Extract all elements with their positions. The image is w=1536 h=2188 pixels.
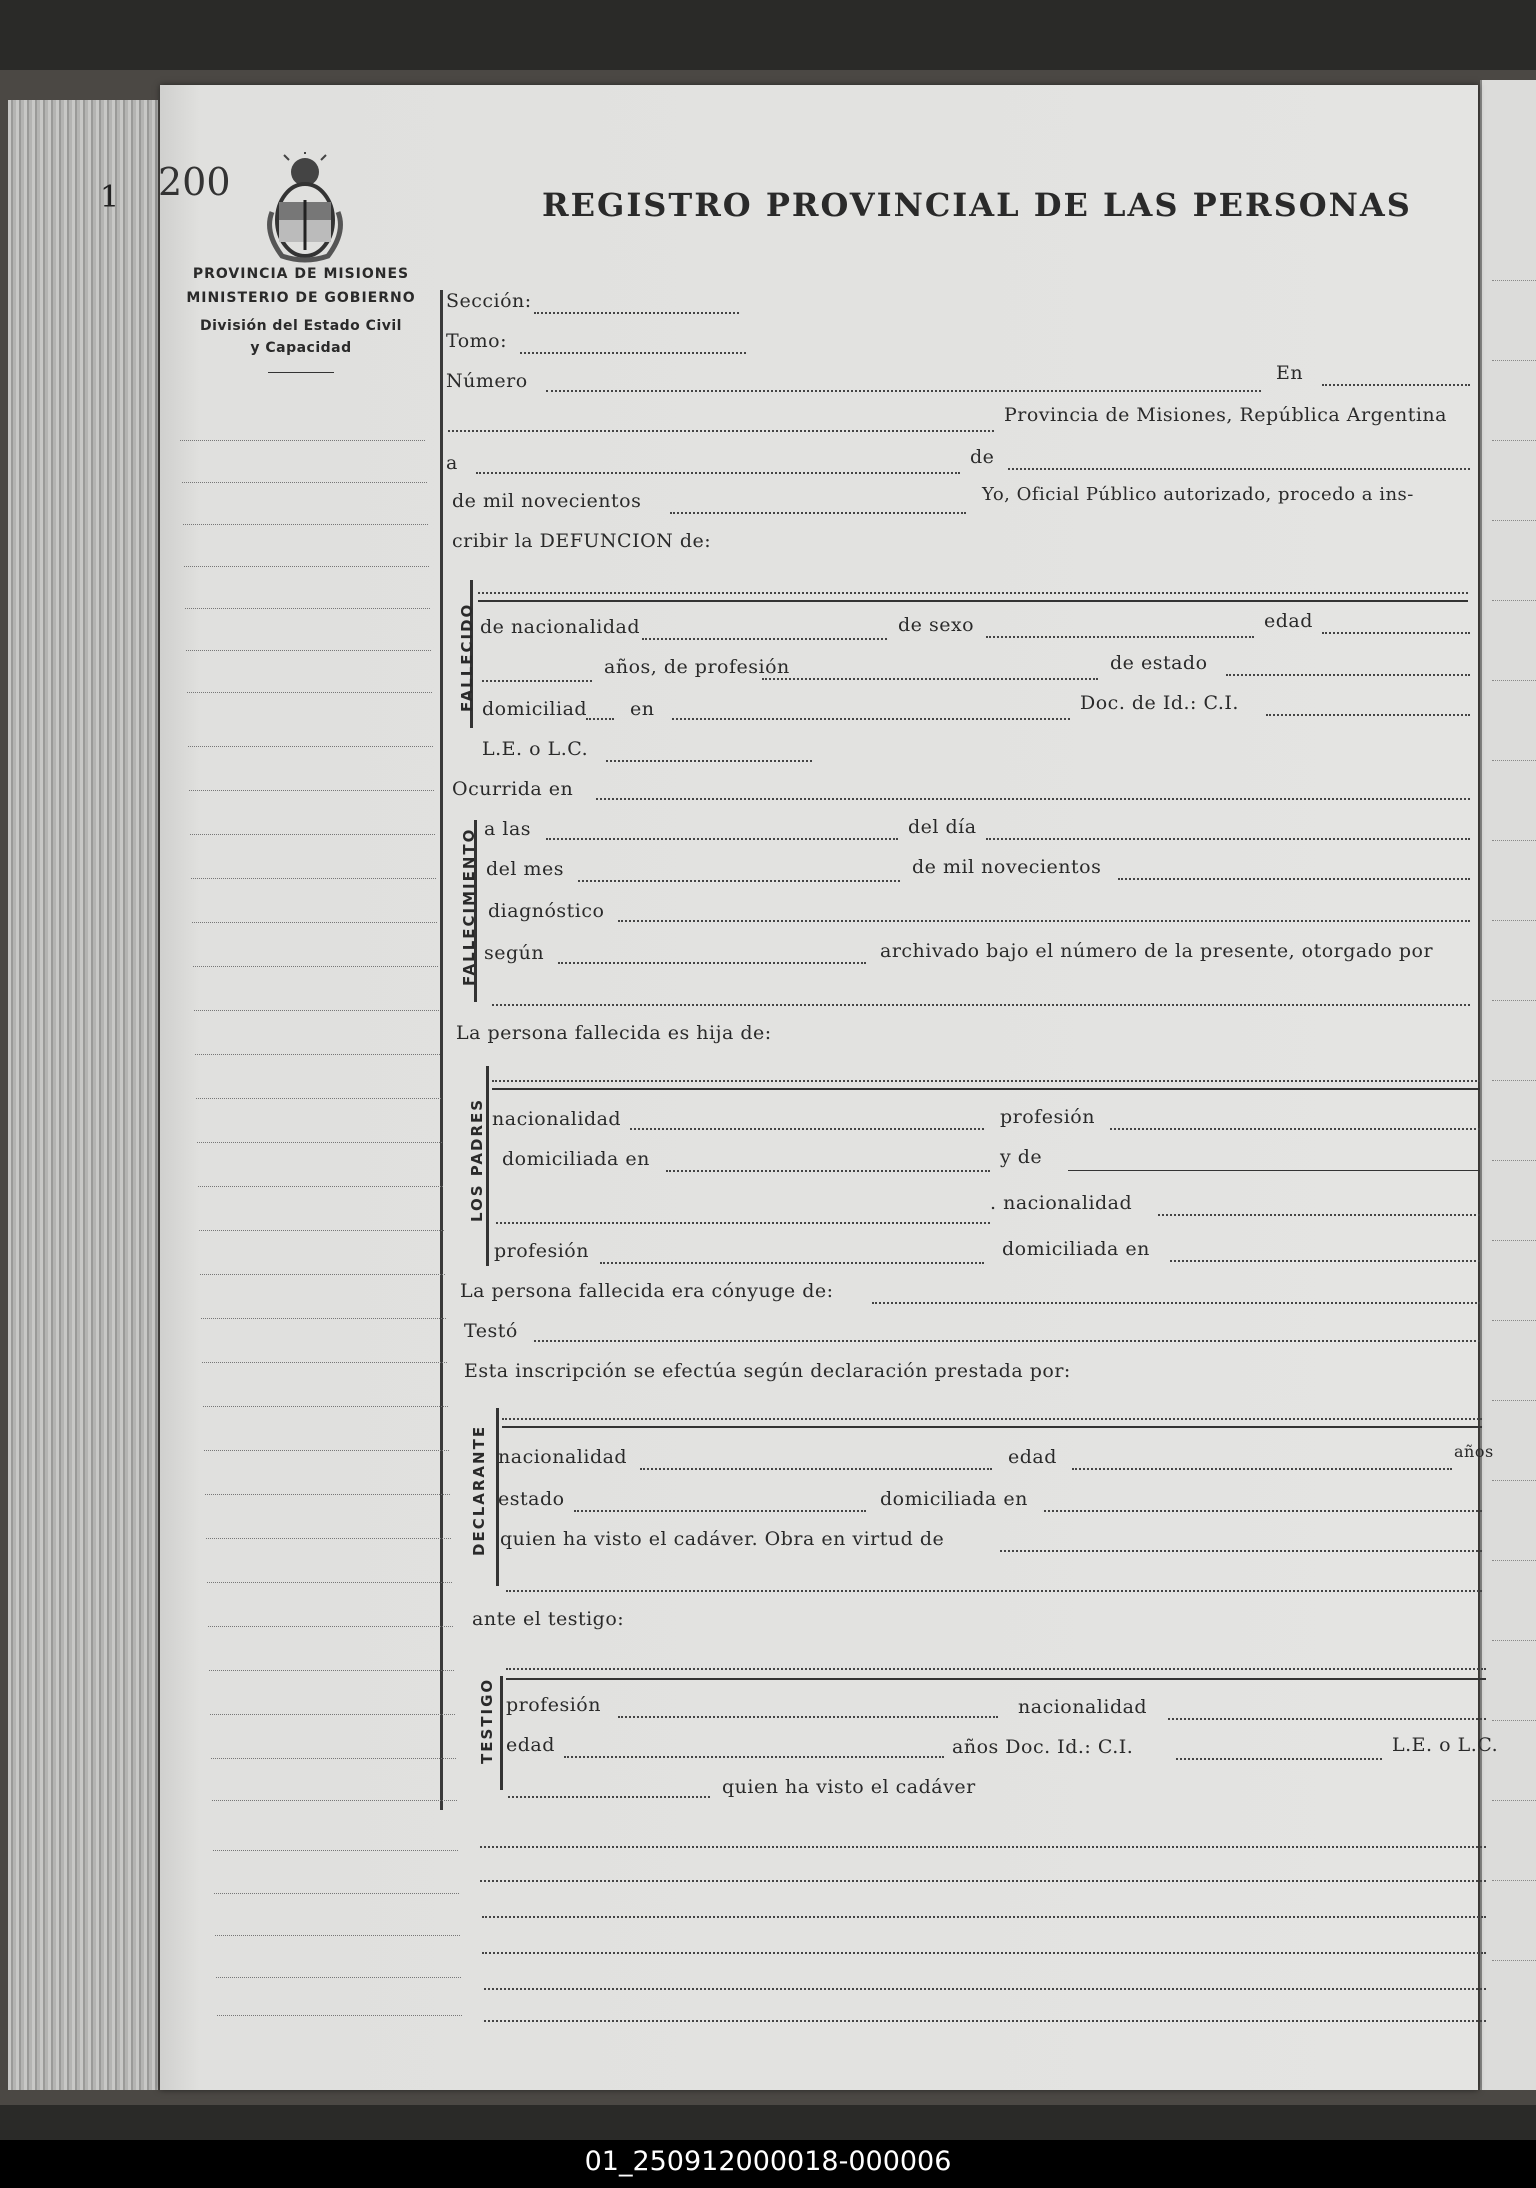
tomo-field[interactable]	[520, 352, 746, 354]
profesion-field[interactable]	[762, 678, 1098, 680]
testigo-doc-label: años Doc. Id.: C.I.	[952, 1736, 1134, 1758]
madre-nombre-field[interactable]	[1068, 1170, 1480, 1171]
testo-field[interactable]	[534, 1340, 1480, 1342]
de-label: de	[970, 446, 995, 468]
hora-field[interactable]	[546, 838, 898, 840]
a-field[interactable]	[476, 472, 960, 474]
testigo-le-lc-field[interactable]	[508, 1796, 710, 1798]
declarante-domiciliada-label: domiciliada en	[880, 1488, 1028, 1510]
anos-label: años	[1454, 1442, 1494, 1461]
declarante-estado-field[interactable]	[574, 1510, 866, 1512]
anos-profesion-label: años, de profesión	[604, 656, 790, 678]
fallecimiento-label: FALLECIMIENTO	[460, 827, 478, 986]
numero-label: Número	[446, 370, 528, 392]
declarante-edad-field[interactable]	[1072, 1468, 1452, 1470]
estado-field[interactable]	[1226, 674, 1470, 676]
en-label: En	[1276, 362, 1304, 384]
testigo-ci-field[interactable]	[1176, 1758, 1382, 1760]
seccion-label: Sección:	[446, 290, 532, 312]
segun-field[interactable]	[558, 962, 866, 964]
y-de-label: y de	[1000, 1146, 1043, 1168]
declarante-nacionalidad-label: nacionalidad	[498, 1446, 628, 1468]
inscripcion-text: Esta inscripción se efectúa según declaración prestada por:	[464, 1360, 1071, 1382]
anio-fallecimiento-field[interactable]	[1118, 878, 1470, 880]
observaciones-line-4[interactable]	[482, 1952, 1486, 1954]
edad-label: edad	[1264, 610, 1313, 632]
capacity-name: y Capacidad	[250, 340, 352, 356]
declarante-domicilio-field[interactable]	[1044, 1510, 1482, 1512]
footer-bar	[0, 2140, 1536, 2188]
otorgado-field[interactable]	[492, 1004, 1470, 1006]
diagnostico-field[interactable]	[618, 920, 1470, 922]
padre-nombre-field[interactable]	[492, 1080, 1480, 1082]
del-dia-label: del día	[908, 816, 977, 838]
dia-field[interactable]	[986, 838, 1470, 840]
padre-profesion-field[interactable]	[1110, 1128, 1480, 1130]
seccion-field[interactable]	[534, 312, 739, 314]
numero-field[interactable]	[546, 390, 1261, 392]
conyuge-field[interactable]	[872, 1302, 1480, 1304]
ante-testigo-label: ante el testigo:	[472, 1608, 625, 1630]
testigo-le-lc-label: L.E. o L.C.	[1392, 1734, 1499, 1756]
estado-label: de estado	[1110, 652, 1208, 674]
declarante-quien-text: quien ha visto el cadáver. Obra en virtud de	[500, 1528, 945, 1550]
diagnostico-label: diagnóstico	[488, 900, 605, 922]
testigo-label: TESTIGO	[478, 1677, 496, 1764]
testigo-nombre-field[interactable]	[506, 1668, 1486, 1670]
padres-label: LOS PADRES	[468, 1097, 486, 1222]
ci-field[interactable]	[1266, 714, 1470, 716]
declarante-estado-label: estado	[498, 1488, 565, 1510]
image-id-caption: 01_250912000018-000006	[584, 2146, 952, 2177]
testigo-edad-label: edad	[506, 1734, 555, 1756]
madre-profesion-field[interactable]	[600, 1262, 984, 1264]
tomo-label: Tomo:	[446, 330, 507, 352]
padre-nacionalidad-label: nacionalidad	[492, 1108, 622, 1130]
mes-field[interactable]	[578, 880, 900, 882]
mil-novecientos-label-2: de mil novecientos	[912, 856, 1102, 878]
madre-nacionalidad-field[interactable]	[1158, 1214, 1480, 1216]
observaciones-line-3[interactable]	[482, 1916, 1486, 1918]
padre-domiciliada-label: domiciliada en	[502, 1148, 650, 1170]
declarante-edad-label: edad	[1008, 1446, 1057, 1468]
declarante-extra-field[interactable]	[506, 1590, 1482, 1592]
del-mes-label: del mes	[486, 858, 565, 880]
declarante-nacionalidad-field[interactable]	[640, 1468, 992, 1470]
padre-profesion-label: profesión	[1000, 1106, 1095, 1128]
doc-label: Doc. de Id.: C.I.	[1080, 692, 1239, 714]
oficial-text: Yo, Oficial Público autorizado, procedo a ins-	[982, 484, 1414, 505]
en-label-2: en	[630, 698, 655, 720]
province-name: PROVINCIA DE MISIONES	[192, 266, 410, 282]
mil-novecientos-label: de mil novecientos	[452, 490, 642, 512]
testigo-nacionalidad-field[interactable]	[1168, 1718, 1486, 1720]
domiciliad-label: domiciliad	[482, 698, 588, 720]
le-lc-label: L.E. o L.C.	[482, 738, 589, 760]
nacionalidad-label: de nacionalidad	[480, 616, 641, 638]
padre-nacionalidad-field[interactable]	[630, 1128, 984, 1130]
conyuge-label: La persona fallecida era cónyuge de:	[460, 1280, 834, 1302]
archivado-text: archivado bajo el número de la presente, otorgado por	[880, 940, 1434, 962]
padre-domicilio-field[interactable]	[666, 1170, 990, 1172]
testigo-profesion-label: profesión	[506, 1694, 601, 1716]
fallecido-label: FALLECIDO	[458, 602, 476, 712]
a-las-label: a las	[484, 818, 532, 840]
edad-field[interactable]	[1322, 632, 1470, 634]
coat-of-arms-icon	[262, 152, 348, 264]
domicilio-field[interactable]	[672, 718, 1070, 720]
edad2-field[interactable]	[482, 680, 592, 682]
page-title: REGISTRO PROVINCIAL DE LAS PERSONAS	[542, 186, 1412, 224]
ocurrida-label: Ocurrida en	[452, 778, 574, 800]
segun-label: según	[484, 942, 545, 964]
madre-nacionalidad-label: . nacionalidad	[990, 1192, 1133, 1214]
madre-domicilio-field[interactable]	[1170, 1260, 1480, 1262]
declarante-nombre-field[interactable]	[502, 1418, 1482, 1420]
sexo-label: de sexo	[898, 614, 975, 636]
testo-label: Testó	[464, 1320, 518, 1342]
madre-nombre2-field[interactable]	[496, 1222, 990, 1224]
lugar-field[interactable]	[448, 430, 994, 432]
ministry-name: MINISTERIO DE GOBIERNO	[186, 290, 416, 306]
provincia-text: Provincia de Misiones, República Argentina	[1004, 404, 1447, 426]
page-stack-edge	[8, 100, 158, 2090]
division-name: División del Estado Civil	[200, 318, 402, 334]
testigo-edad-field[interactable]	[564, 1756, 944, 1758]
a-label: a	[446, 452, 458, 474]
hija-de-label: La persona fallecida es hija de:	[456, 1022, 772, 1044]
ocurrida-field[interactable]	[596, 798, 1470, 800]
anio-field[interactable]	[670, 512, 966, 514]
fallecido-nombre-field[interactable]	[478, 592, 1468, 594]
en-field[interactable]	[1322, 384, 1470, 386]
observaciones-line-5[interactable]	[484, 1988, 1486, 1990]
page-number: 200	[158, 160, 231, 204]
observaciones-line-1[interactable]	[480, 1846, 1486, 1848]
next-page-edge	[1480, 80, 1536, 2090]
cribir-text: cribir la DEFUNCION de:	[452, 530, 712, 552]
observaciones-line-2[interactable]	[480, 1880, 1486, 1882]
observaciones-line-6[interactable]	[484, 2020, 1486, 2022]
de-field[interactable]	[1008, 468, 1470, 470]
nacionalidad-field[interactable]	[642, 638, 887, 640]
le-lc-field[interactable]	[606, 760, 812, 762]
margin-mark: 1	[100, 180, 120, 215]
madre-profesion-label: profesión	[494, 1240, 589, 1262]
testigo-profesion-field[interactable]	[618, 1716, 998, 1718]
sexo-field[interactable]	[986, 636, 1254, 638]
obra-virtud-field[interactable]	[1000, 1550, 1482, 1552]
testigo-quien-text: quien ha visto el cadáver	[722, 1776, 976, 1798]
madre-domiciliada-label: domiciliada en	[1002, 1238, 1150, 1260]
declarante-label: DECLARANTE	[470, 1424, 488, 1556]
testigo-nacionalidad-label: nacionalidad	[1018, 1696, 1148, 1718]
